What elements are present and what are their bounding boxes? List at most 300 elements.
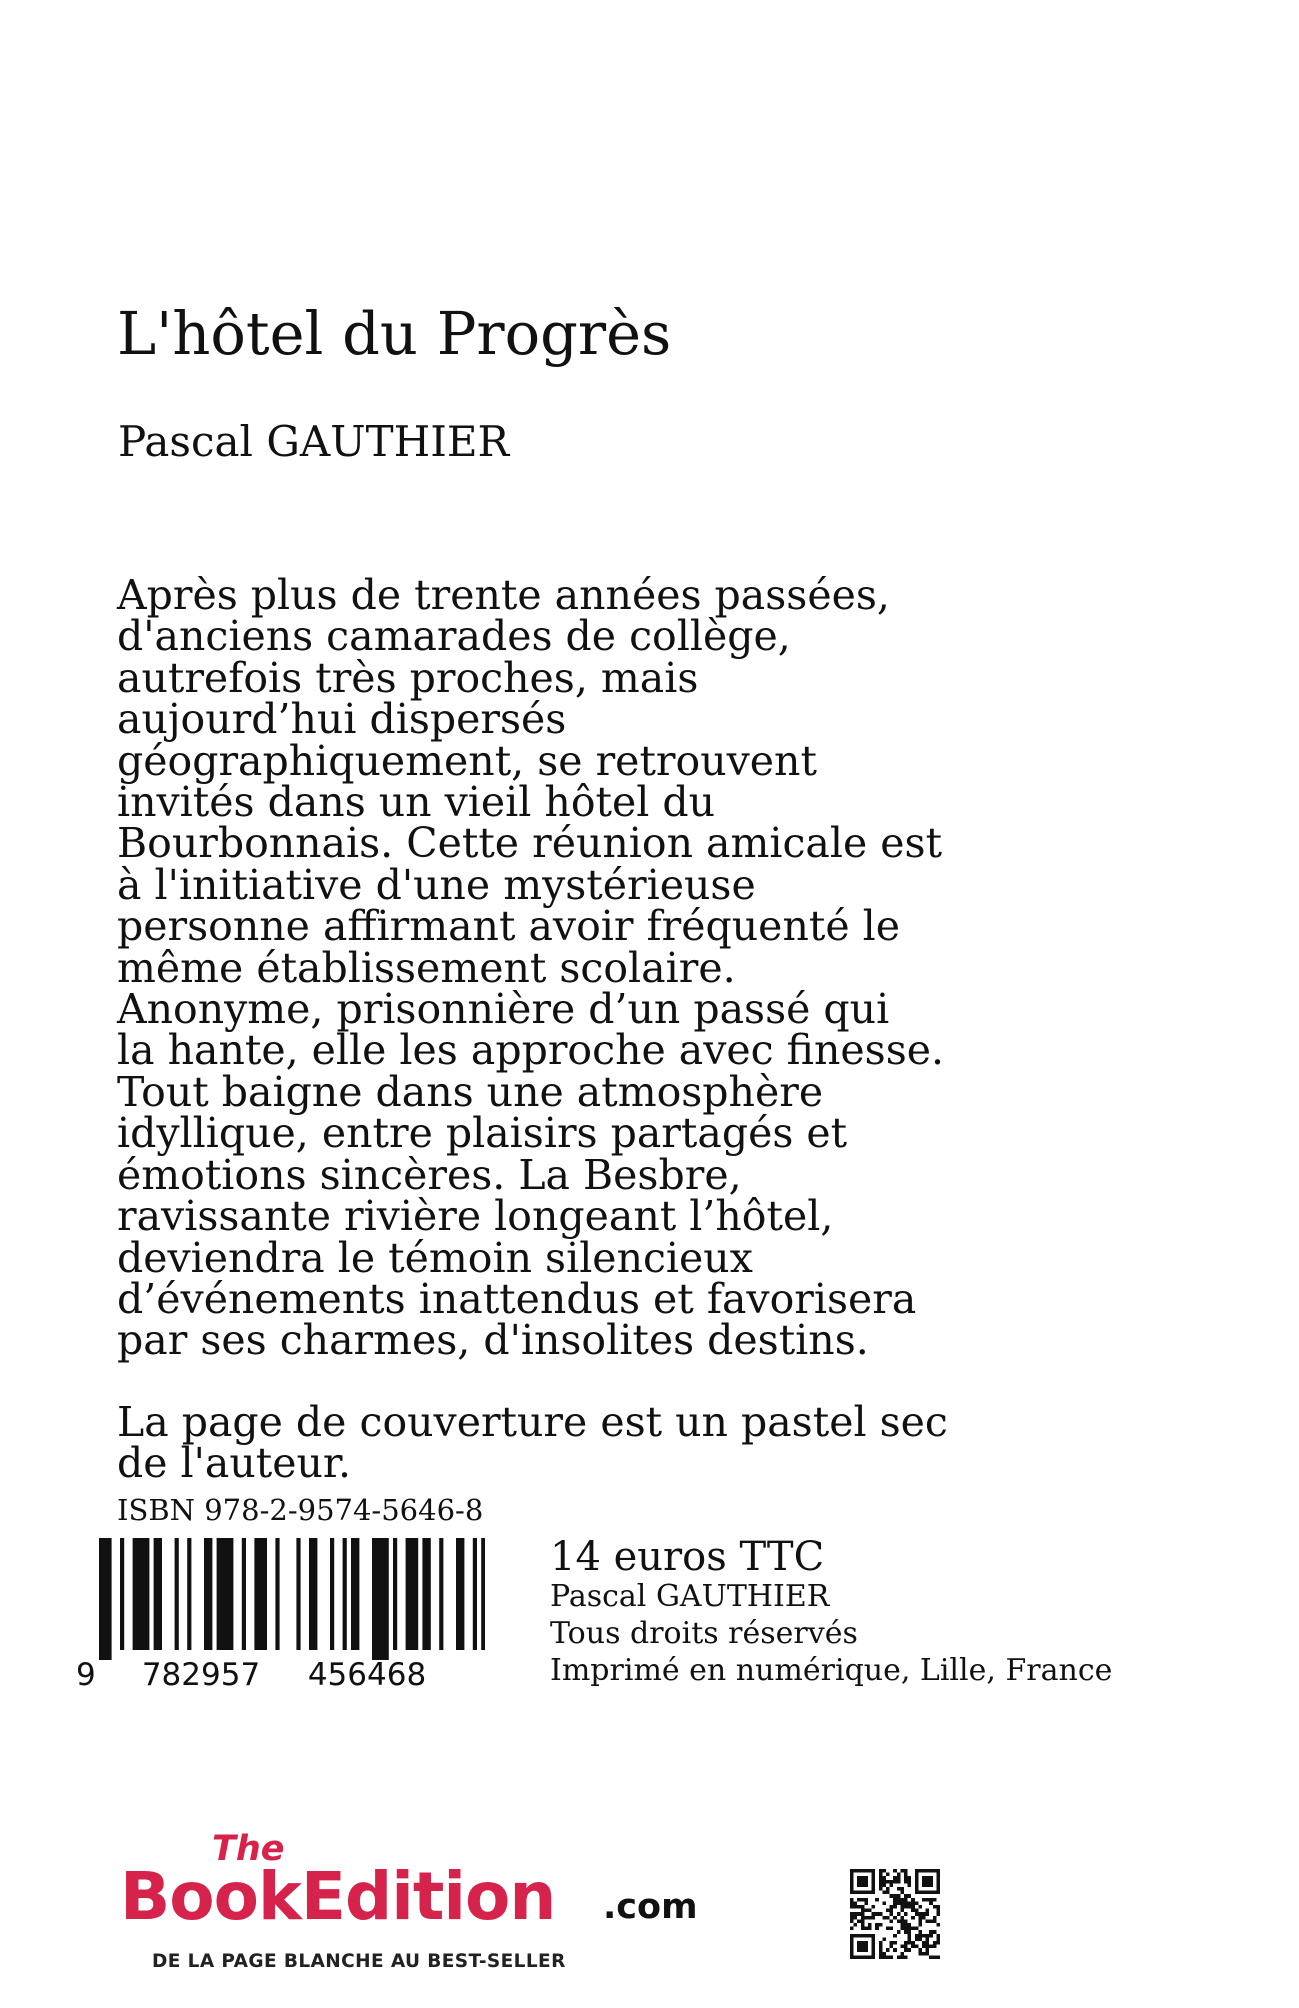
isbn-label: ISBN 978-2-9574-5646-8 [117, 1493, 484, 1527]
qr-module [882, 1883, 886, 1887]
qr-module [904, 1941, 908, 1945]
barcode-right-digits: 456468 [307, 1657, 427, 1693]
qr-module [929, 1930, 933, 1934]
qr-module [854, 1869, 858, 1873]
qr-module [850, 1901, 854, 1905]
qr-module [886, 1909, 890, 1913]
qr-module [922, 1952, 926, 1956]
qr-module [850, 1945, 854, 1949]
qr-module [893, 1880, 897, 1884]
qr-module [864, 1891, 868, 1895]
qr-module [929, 1934, 933, 1938]
qr-module [908, 1894, 912, 1898]
qr-module [936, 1934, 940, 1938]
qr-module [857, 1876, 861, 1880]
qr-module [850, 1887, 854, 1891]
qr-module [850, 1955, 854, 1959]
qr-module [879, 1873, 883, 1877]
qr-module [900, 1927, 904, 1931]
barcode-bar [406, 1538, 419, 1650]
qr-module [904, 1876, 908, 1880]
qr-module [908, 1941, 912, 1945]
qr-module [857, 1869, 861, 1873]
qr-module [872, 1941, 876, 1945]
qr-module [922, 1891, 926, 1895]
qr-module [900, 1923, 904, 1927]
qr-module [872, 1876, 876, 1880]
qr-module [926, 1909, 930, 1913]
qr-module [872, 1883, 876, 1887]
qr-module [936, 1876, 940, 1880]
qr-module [886, 1887, 890, 1891]
qr-module [893, 1901, 897, 1905]
qr-module [904, 1927, 908, 1931]
qr-module [922, 1869, 926, 1873]
qr-module [936, 1912, 940, 1916]
qr-module [936, 1909, 940, 1913]
qr-module [872, 1887, 876, 1891]
barcode-bar [154, 1538, 162, 1650]
qr-module [900, 1891, 904, 1895]
qr-module [929, 1901, 933, 1905]
qr-module [861, 1876, 865, 1880]
qr-module [918, 1919, 922, 1923]
qr-module [872, 1905, 876, 1909]
qr-module [929, 1891, 933, 1895]
barcode-bar [330, 1538, 334, 1650]
summary-line: Tout baigne dans une atmosphère [117, 1067, 824, 1116]
qr-module [875, 1927, 879, 1931]
qr-module [890, 1945, 894, 1949]
qr-module [893, 1941, 897, 1945]
barcode-bar [481, 1538, 485, 1650]
qr-module [861, 1891, 865, 1895]
qr-module [861, 1945, 865, 1949]
qr-module [918, 1891, 922, 1895]
qr-module [850, 1952, 854, 1956]
summary-line: personne affirmant avoir fréquenté le [117, 902, 901, 951]
logo-the-text: The [212, 1829, 285, 1869]
summary-line: autrefois très proches, mais [117, 653, 699, 702]
qr-module [936, 1905, 940, 1909]
qr-module [900, 1919, 904, 1923]
barcode-bar [187, 1538, 191, 1650]
summary-line: à l'initiative d'une mystérieuse [117, 860, 756, 909]
barcode-bar [343, 1538, 347, 1650]
qr-module [872, 1937, 876, 1941]
qr-module [879, 1955, 883, 1959]
qr-module [857, 1891, 861, 1895]
qr-module [854, 1934, 858, 1938]
qr-module [929, 1883, 933, 1887]
qr-module [929, 1880, 933, 1884]
qr-module [897, 1901, 901, 1905]
barcode-left-digits: 782957 [141, 1657, 261, 1693]
qr-module [929, 1876, 933, 1880]
qr-module [850, 1876, 854, 1880]
qr-module [879, 1883, 883, 1887]
qr-module [918, 1869, 922, 1873]
qr-module [900, 1952, 904, 1956]
qr-module [864, 1916, 868, 1920]
qr-module [922, 1934, 926, 1938]
qr-module [872, 1912, 876, 1916]
qr-module [872, 1945, 876, 1949]
qr-module [926, 1941, 930, 1945]
qr-module [850, 1916, 854, 1920]
qr-module [936, 1955, 940, 1959]
qr-module [850, 1905, 854, 1909]
qr-module [861, 1909, 865, 1913]
qr-module [926, 1869, 930, 1873]
summary-line: même établissement scolaire. [117, 943, 736, 992]
qr-module [904, 1912, 908, 1916]
qr-module [929, 1945, 933, 1949]
qr-module [872, 1955, 876, 1959]
qr-module [911, 1909, 915, 1913]
cover-note-line: La page de couverture est un pastel sec [117, 1398, 948, 1446]
qr-module [904, 1948, 908, 1952]
qr-module [864, 1948, 868, 1952]
qr-module [879, 1923, 883, 1927]
qr-module [915, 1912, 919, 1916]
qr-module [904, 1898, 908, 1902]
qr-module [908, 1876, 912, 1880]
qr-module [879, 1880, 883, 1884]
qr-module [893, 1898, 897, 1902]
qr-module [900, 1955, 904, 1959]
qr-module [922, 1912, 926, 1916]
qr-module [936, 1869, 940, 1873]
qr-module [882, 1891, 886, 1895]
qr-module [900, 1901, 904, 1905]
qr-module [926, 1880, 930, 1884]
qr-module [861, 1869, 865, 1873]
qr-module [933, 1898, 937, 1902]
qr-module [861, 1934, 865, 1938]
summary-line: d’événements inattendus et favorisera [117, 1274, 917, 1323]
qr-module [850, 1883, 854, 1887]
qr-module [904, 1923, 908, 1927]
qr-module [926, 1912, 930, 1916]
qr-module [897, 1880, 901, 1884]
logo-domain-text: .com [603, 1887, 698, 1927]
qr-module [854, 1912, 858, 1916]
summary-line: émotions sincères. La Besbre, [117, 1150, 742, 1199]
qr-module [857, 1905, 861, 1909]
qr-module [864, 1901, 868, 1905]
summary-line: Anonyme, prisonnière d’un passé qui [117, 985, 890, 1034]
qr-module [875, 1923, 879, 1927]
qr-module [850, 1927, 854, 1931]
barcode-bar [175, 1538, 179, 1650]
qr-module [857, 1919, 861, 1923]
qr-module [918, 1930, 922, 1934]
qr-module [908, 1934, 912, 1938]
qr-module [926, 1883, 930, 1887]
qr-module [915, 1880, 919, 1884]
qr-module [850, 1891, 854, 1895]
qr-module [890, 1927, 894, 1931]
qr-module [864, 1883, 868, 1887]
qr-module [890, 1909, 894, 1913]
qr-module [864, 1898, 868, 1902]
qr-module [872, 1880, 876, 1884]
qr-module [861, 1955, 865, 1959]
qr-module [857, 1945, 861, 1949]
printing-notice: Imprimé en numérique, Lille, France [550, 1653, 1113, 1688]
qr-module [879, 1887, 883, 1891]
summary-line: la hante, elle les approche avec finesse. [117, 1026, 945, 1075]
qr-module [890, 1919, 894, 1923]
qr-module [854, 1955, 858, 1959]
qr-module [918, 1905, 922, 1909]
qr-module [868, 1923, 872, 1927]
qr-module [850, 1898, 854, 1902]
barcode-bar [439, 1538, 443, 1650]
qr-module [915, 1934, 919, 1938]
qr-module [908, 1923, 912, 1927]
qr-module [854, 1916, 858, 1920]
qr-module [868, 1955, 872, 1959]
qr-module [868, 1909, 872, 1913]
qr-module [882, 1869, 886, 1873]
qr-module [850, 1873, 854, 1877]
qr-module [922, 1945, 926, 1949]
qr-module [882, 1916, 886, 1920]
qr-module [879, 1869, 883, 1873]
qr-module [918, 1912, 922, 1916]
qr-module [918, 1916, 922, 1920]
qr-module [893, 1894, 897, 1898]
qr-module [933, 1869, 937, 1873]
qr-module [864, 1927, 868, 1931]
qr-module [886, 1948, 890, 1952]
qr-module [908, 1905, 912, 1909]
qr-module [908, 1901, 912, 1905]
qr-module [857, 1955, 861, 1959]
qr-module [893, 1869, 897, 1873]
qr-module [861, 1923, 865, 1927]
qr-module [872, 1873, 876, 1877]
logo-tagline: DE LA PAGE BLANCHE AU BEST-SELLER [152, 1951, 566, 1972]
qr-module [882, 1937, 886, 1941]
summary-line: aujourd’hui dispersés [117, 695, 567, 744]
qr-module [886, 1955, 890, 1959]
qr-module [911, 1901, 915, 1905]
qr-module [854, 1923, 858, 1927]
qr-module [936, 1883, 940, 1887]
qr-module [929, 1919, 933, 1923]
barcode-bar [351, 1538, 359, 1650]
qr-module [850, 1912, 854, 1916]
qr-module [893, 1905, 897, 1909]
qr-module [890, 1883, 894, 1887]
barcode-first-digit: 9 [76, 1657, 96, 1693]
qr-module [915, 1883, 919, 1887]
qr-module [882, 1901, 886, 1905]
barcode-bar [242, 1538, 246, 1650]
qr-module [926, 1898, 930, 1902]
qr-module [933, 1905, 937, 1909]
publishing-info [550, 1536, 1112, 1689]
qr-module [911, 1898, 915, 1902]
qr-module [872, 1916, 876, 1920]
qr-module [872, 1948, 876, 1952]
qr-module [926, 1876, 930, 1880]
qr-module [922, 1941, 926, 1945]
qr-module [872, 1934, 876, 1938]
qr-module [926, 1952, 930, 1956]
qr-module [886, 1916, 890, 1920]
qr-module [900, 1869, 904, 1873]
qr-module [890, 1941, 894, 1945]
qr-module [936, 1937, 940, 1941]
cover-note-line: de l'auteur. [117, 1439, 352, 1487]
qr-module [915, 1927, 919, 1931]
qr-module [890, 1912, 894, 1916]
summary-line: invités dans un vieil hôtel du [117, 778, 716, 827]
qr-module [922, 1916, 926, 1920]
qr-module [933, 1945, 937, 1949]
qr-module [911, 1945, 915, 1949]
qr-module [850, 1941, 854, 1945]
qr-module [882, 1876, 886, 1880]
qr-module [908, 1927, 912, 1931]
qr-module [879, 1948, 883, 1952]
qr-module [897, 1898, 901, 1902]
qr-module [850, 1869, 854, 1873]
qr-module [897, 1930, 901, 1934]
qr-module [864, 1941, 868, 1945]
qr-module [868, 1934, 872, 1938]
qr-module [857, 1898, 861, 1902]
qr-module [861, 1927, 865, 1931]
barcode-bar [217, 1538, 234, 1650]
qr-module [926, 1945, 930, 1949]
qr-module [936, 1873, 940, 1877]
publisher-logo [120, 1829, 840, 1975]
qr-module [933, 1916, 937, 1920]
qr-module [915, 1869, 919, 1873]
qr-module [911, 1941, 915, 1945]
qr-module [861, 1883, 865, 1887]
summary-line: par ses charmes, d'insolites destins. [117, 1316, 869, 1365]
qr-module [918, 1948, 922, 1952]
qr-module [890, 1894, 894, 1898]
qr-module [922, 1883, 926, 1887]
qr-module [886, 1873, 890, 1877]
qr-module [864, 1880, 868, 1884]
qr-module [926, 1934, 930, 1938]
qr-module [861, 1941, 865, 1945]
qr-module [864, 1945, 868, 1949]
qr-module [857, 1934, 861, 1938]
qr-module [864, 1934, 868, 1938]
qr-module [900, 1916, 904, 1920]
qr-module [922, 1898, 926, 1902]
qr-module [936, 1923, 940, 1927]
summary-line: deviendra le témoin silencieux [117, 1233, 753, 1282]
qr-module [875, 1912, 879, 1916]
qr-module [890, 1905, 894, 1909]
qr-module [936, 1941, 940, 1945]
qr-module [897, 1919, 901, 1923]
qr-module [904, 1919, 908, 1923]
qr-module [864, 1955, 868, 1959]
qr-module [900, 1887, 904, 1891]
qr-module [915, 1909, 919, 1913]
qr-module [933, 1930, 937, 1934]
qr-module [900, 1898, 904, 1902]
qr-module [929, 1955, 933, 1959]
summary-line: Bourbonnais. Cette réunion amicale est [117, 819, 943, 868]
barcode-bar [120, 1538, 124, 1650]
qr-module [850, 1934, 854, 1938]
qr-module [864, 1869, 868, 1873]
qr-module [897, 1876, 901, 1880]
qr-module [908, 1948, 912, 1952]
qr-module [908, 1930, 912, 1934]
qr-module [929, 1898, 933, 1902]
barcode-icon [75, 1538, 485, 1693]
qr-module [868, 1869, 872, 1873]
qr-module [918, 1923, 922, 1927]
qr-module [915, 1887, 919, 1891]
qr-module [933, 1919, 937, 1923]
qr-module [926, 1919, 930, 1923]
qr-module [886, 1891, 890, 1895]
qr-module [897, 1912, 901, 1916]
qr-module [929, 1869, 933, 1873]
qr-module [879, 1952, 883, 1956]
qr-module [854, 1905, 858, 1909]
qr-module [915, 1937, 919, 1941]
qr-module [933, 1891, 937, 1895]
qr-module [904, 1930, 908, 1934]
qr-module [915, 1901, 919, 1905]
qr-module [854, 1901, 858, 1905]
qr-module [936, 1891, 940, 1895]
summary-line: Après plus de trente années passées, [117, 571, 890, 619]
qr-module [861, 1948, 865, 1952]
logo-main-text: BookEdition [120, 1858, 556, 1935]
book-title: L'hôtel du Progrès [117, 299, 672, 368]
qr-module [850, 1919, 854, 1923]
qr-code-icon [850, 1869, 940, 1959]
rights-notice: Tous droits réservés [550, 1616, 858, 1651]
qr-module [857, 1941, 861, 1945]
qr-module [904, 1905, 908, 1909]
barcode-bar [422, 1538, 430, 1650]
qr-module [933, 1941, 937, 1945]
barcode-bar [296, 1538, 300, 1650]
qr-module [936, 1887, 940, 1891]
qr-module [857, 1912, 861, 1916]
qr-module [908, 1880, 912, 1884]
qr-module [936, 1880, 940, 1884]
qr-module [861, 1916, 865, 1920]
qr-module [872, 1869, 876, 1873]
qr-module [897, 1887, 901, 1891]
qr-module [918, 1934, 922, 1938]
summary-line: géographiquement, se retrouvent [117, 736, 817, 785]
qr-module [918, 1937, 922, 1941]
qr-module [864, 1909, 868, 1913]
qr-module [922, 1880, 926, 1884]
qr-module [857, 1880, 861, 1884]
qr-module [893, 1948, 897, 1952]
